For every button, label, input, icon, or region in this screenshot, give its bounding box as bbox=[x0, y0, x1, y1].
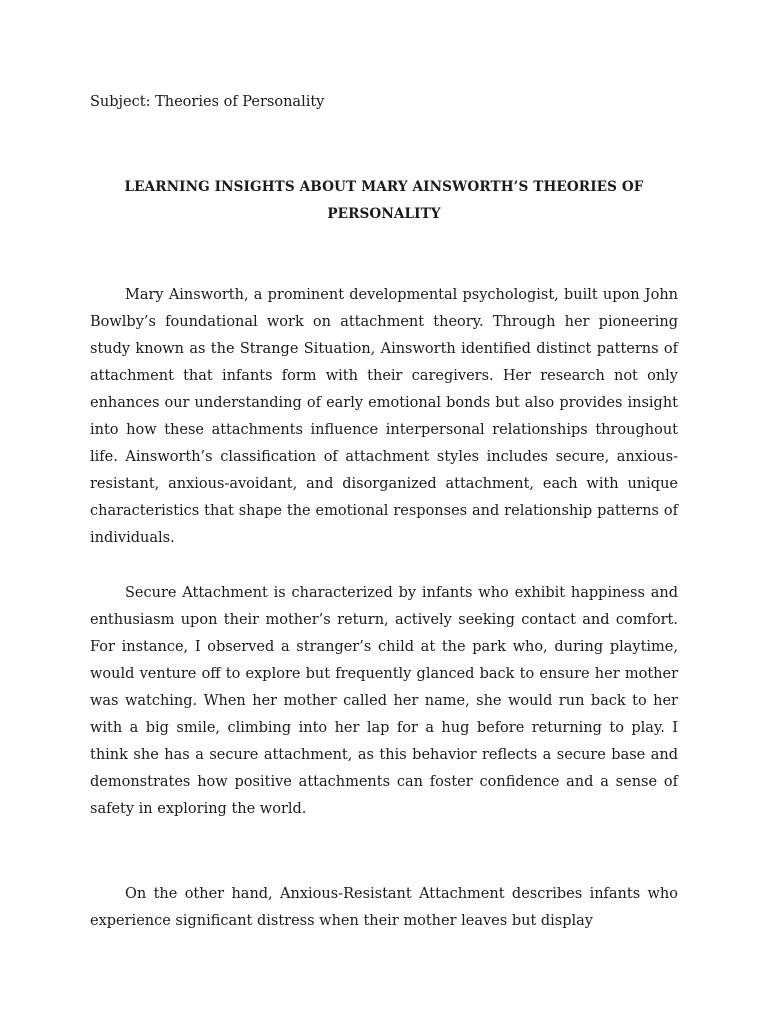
document-title bbox=[90, 174, 678, 228]
title-line-2: PERSONALITY bbox=[327, 206, 441, 222]
title-line-1: LEARNING INSIGHTS ABOUT MARY AINSWORTH’S THEORIES OF bbox=[124, 179, 644, 195]
subject-line: Subject: Theories of Personality bbox=[90, 94, 325, 110]
paragraph-anxious-resistant: On the other hand, Anxious-Resistant Attachment describes infants who experience significant distress when their mother leaves but display bbox=[90, 886, 678, 929]
paragraph-intro: Mary Ainsworth, a prominent developmental psychologist, built upon John Bowlby’s foundational work on attachment theory. Through her pioneering study known as the Strange Situation, Ainsworth identified distinct patterns of attachment that infants form with their caregivers. Her research not only enhances our understanding of early emotional bonds but also provides insight into how these attachments influence interpersonal relationships throughout life. Ainsworth’s classification of attachment styles includes secure, anxious-resistant, anxious-avoidant, and disorganized attachment, each with unique characteristics that shape the emotional responses and relationship patterns of individuals. bbox=[90, 287, 678, 546]
paragraph-secure-attachment: Secure Attachment is characterized by infants who exhibit happiness and enthusiasm upon their mother’s return, actively seeking contact and comfort. For instance, I observed a stranger’s child at the park who, during playtime, would venture off to explore but frequently glanced back to ensure her mother was watching. When her mother called her name, she would run back to her with a big smile, climbing into her lap for a hug before returning to play. I think she has a secure attachment, as this behavior reflects a secure base and demonstrates how positive attachments can foster confidence and a sense of safety in exploring the world. bbox=[90, 585, 678, 817]
